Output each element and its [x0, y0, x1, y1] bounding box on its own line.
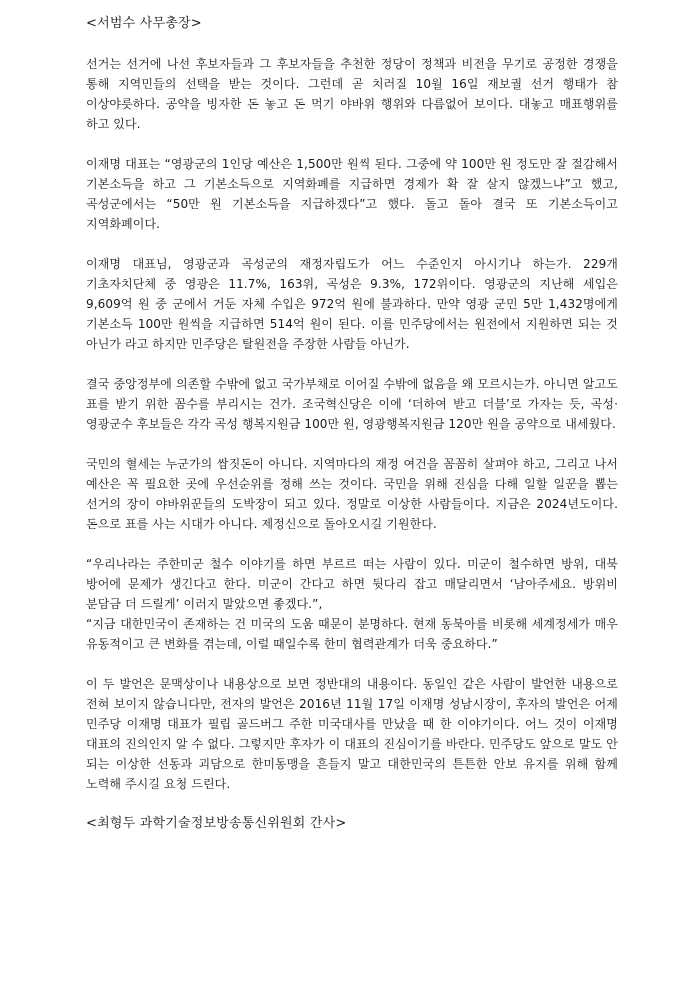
speaker-heading-seo: <서범수 사무총장> — [86, 16, 202, 31]
quote-us-alliance: “지금 대한민국이 존재하는 건 미국의 도움 때문이 분명하다. 현재 동북아를 비롯해 세계정세가 매우 유동적이고 큰 변화를 겪는데, 이럴 때일수록 한미 협력관계가 더욱 중요하다.” — [86, 617, 618, 651]
paragraph-fiscal-independence: 이재명 대표님, 영광군과 곡성군의 재정자립도가 어느 수준인지 아시기나 하는가. 229개 기초자치단체 중 영광은 11.7%, 163위, 곡성은 9.3%, 172위이다. 영광군의 지난해 세입은 9,609억 원 중 군에서 거둔 자체 수입은 972억 원에 불과하다. 만약 영광 군민 5만 1,432명에게 기본소득 100만 원씩을 지급하면 514억 원이 된다. 이를 민주당에서는 원전에서 지원하면 되는 것 아닌가 라고 하지만 민주당은 탈원전을 주장한 사람들 아닌가. — [86, 257, 618, 351]
quote-usfk-withdrawal: “우리나라는 주한미군 철수 이야기를 하면 부르르 떠는 사람이 있다. 미군이 철수하면 방위, 대북 방어에 문제가 생긴다고 한다. 미군이 간다고 하면 뒷다리 잡고 매달리면서 ‘남아주세요. 방위비 분담금 더 드릴게’ 이러지 말았으면 좋겠다.”, — [86, 557, 618, 611]
speaker-heading-choi: <최형두 과학기술정보방송통신위원회 간사> — [86, 816, 347, 831]
paragraph-contradiction: 이 두 발언은 문맥상이나 내용상으로 보면 정반대의 내용이다. 동일인 같은 사람이 발언한 내용으로 전혀 보이지 않습니다만, 전자의 발언은 2016년 11월 17일 이재명 성남시장이, 후자의 발언은 어제 민주당 이재명 대표가 필립 골드버그 주한 미국대사를 만났을 때 한 이야기이다. 어느 것이 이재명 대표의 진의인지 알 수 없다. 그렇지만 후자가 이 대표의 진심이기를 바란다. 민주당도 앞으로 말도 안 되는 이상한 선동과 괴담으로 한미동맹을 흔들지 말고 대한민국의 튼튼한 안보 유지를 위해 함께 노력해 주시길 요청 드린다. — [86, 677, 618, 791]
paragraph-central-government: 결국 중앙정부에 의존할 수밖에 없고 국가부채로 이어질 수밖에 없음을 왜 모르시는가. 아니면 알고도 표를 받기 위한 꼼수를 부리시는 건가. 조국혁신당은 이에 ‘더하여 받고 더블’로 가자는 듯, 곡성·영광군수 후보들은 각각 곡성 행복지원금 100만 원, 영광행복지원금 120만 원을 공약으로 내세웠다. — [86, 377, 618, 431]
paragraph-taxpayer-money: 국민의 혈세는 누군가의 쌈짓돈이 아니다. 지역마다의 재정 여건을 꼼꼼히 살펴야 하고, 그리고 나서 예산은 꼭 필요한 곳에 우선순위를 정해 쓰는 것이다. 국민을 위해 진심을 다해 일할 일꾼을 뽑는 선거의 장이 야바위꾼들의 도박장이 되고 있다. 정말로 이상한 사람들이다. 지금은 2024년도이다. 돈으로 표를 사는 시대가 아니다. 제정신으로 돌아오시길 기원한다. — [86, 457, 618, 531]
paragraph-election-conduct: 선거는 선거에 나선 후보자들과 그 후보자들을 추천한 정당이 정책과 비전을 무기로 공정한 경쟁을 통해 지역민들의 선택을 받는 것이다. 그런데 곧 치러질 10월 16일 재보궐 선거 행태가 참 이상야릇하다. 공약을 빙자한 돈 놓고 돈 먹기 야바위 행위와 다름없어 보이다. 대놓고 매표행위를 하고 있다. — [86, 57, 618, 131]
document-body — [86, 14, 618, 834]
quote-block — [86, 554, 618, 654]
paragraph-lee-quote-basic-income: 이재명 대표는 “영광군의 1인당 예산은 1,500만 원씩 된다. 그중에 약 100만 원 정도만 잘 절감해서 기본소득을 하고 그 기본소득으로 지역화폐를 지급하면 경제가 확 잘 살지 않겠느냐”고 했고, 곡성군에서는 “50만 원 기본소득을 지급하겠다”고 했다. 돌고 돌아 결국 또 기본소득이고 지역화폐이다. — [86, 157, 618, 231]
